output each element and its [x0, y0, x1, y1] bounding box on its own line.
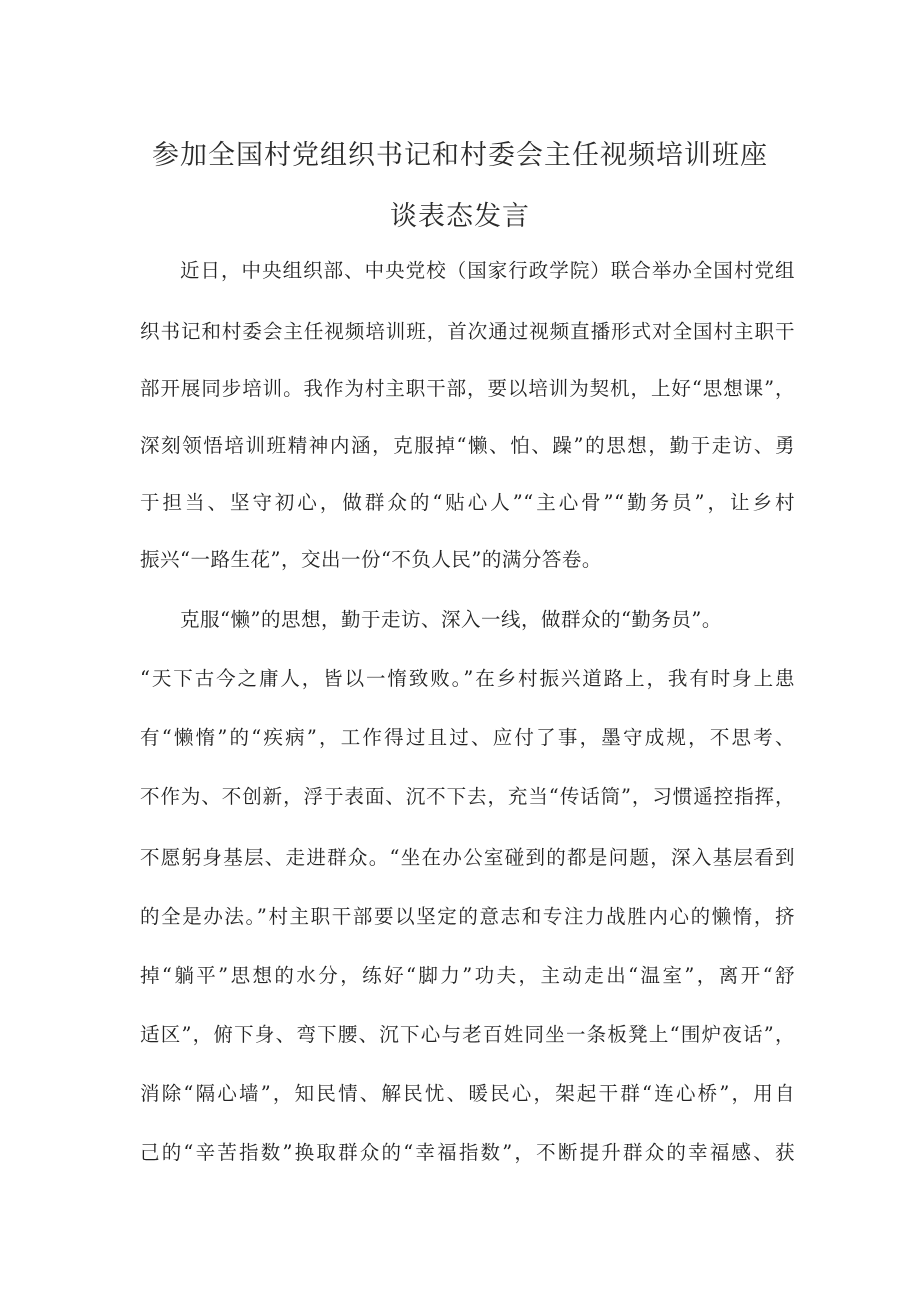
paragraph-2-line-4: 不作为、不创新，浮于表面、沉不下去，充当“传话筒”，习惯遥控指挥，: [140, 785, 795, 808]
document-title-line-1: 参加全国村党组织书记和村委会主任视频培训班座: [152, 140, 768, 171]
paragraph-2-line-5: 不愿躬身基层、走进群众。“坐在办公室碰到的都是问题，深入基层看到: [140, 846, 795, 869]
paragraph-2-line-8: 适区”，俯下身、弯下腰、沉下心与老百姓同坐一条板凳上“围炉夜话”，: [140, 1023, 795, 1046]
paragraph-2-line-2: “天下古今之庸人，皆以一惰致败。”在乡村振兴道路上，我有时身上患: [140, 667, 795, 690]
paragraph-2-line-6: 的全是办法。”村主职干部要以坚定的意志和专注力战胜内心的懒惰，挤: [140, 905, 795, 928]
paragraph-1-line-1: 近日，中央组织部、中央党校（国家行政学院）联合举办全国村党组: [180, 259, 795, 282]
paragraph-1-line-6: 振兴“一路生花”，交出一份“不负人民”的满分答卷。: [140, 548, 602, 571]
paragraph-2-line-10: 己的“辛苦指数”换取群众的“幸福指数”，不断提升群众的幸福感、获: [140, 1141, 795, 1164]
paragraph-1-line-4: 深刻领悟培训班精神内涵，克服掉“懒、怕、躁”的思想，勤于走访、勇: [140, 434, 795, 457]
paragraph-2-line-9: 消除“隔心墙”，知民情、解民忧、暖民心，架起干群“连心桥”，用自: [140, 1082, 795, 1105]
paragraph-1-line-3: 部开展同步培训。我作为村主职干部，要以培训为契机，上好“思想课”，: [140, 377, 795, 400]
paragraph-1-line-5: 于担当、坚守初心，做群众的“贴心人”“主心骨”“勤务员”，让乡村: [140, 491, 795, 514]
paragraph-1-line-2: 织书记和村委会主任视频培训班，首次通过视频直播形式对全国村主职干: [140, 320, 795, 343]
paragraph-2-line-1: 克服“懒”的思想，勤于走访、深入一线，做群众的“勤务员”。: [180, 608, 722, 631]
document-title-line-2: 谈表态发言: [390, 201, 530, 232]
paragraph-2-line-7: 掉“躺平”思想的水分，练好“脚力”功夫，主动走出“温室”，离开“舒: [140, 964, 795, 987]
paragraph-2-line-3: 有“懒惰”的“疾病”，工作得过且过、应付了事，墨守成规，不思考、: [140, 726, 795, 749]
